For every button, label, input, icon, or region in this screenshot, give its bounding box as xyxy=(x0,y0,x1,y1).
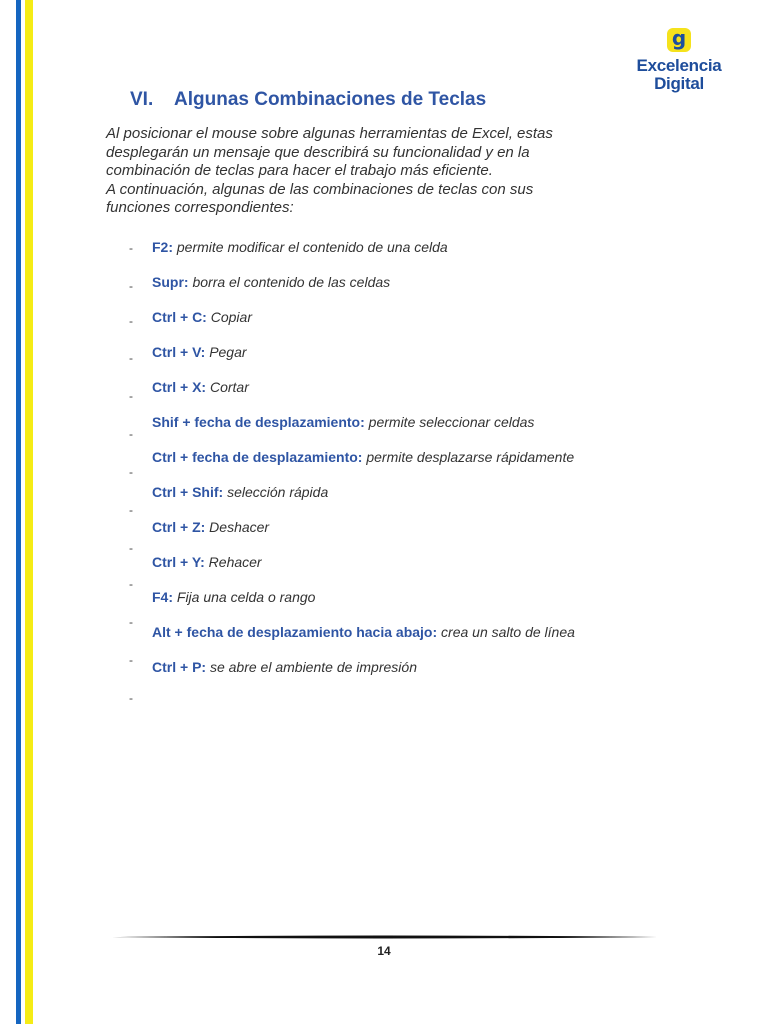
brand-name-line2: Digital xyxy=(654,74,704,93)
list-item xyxy=(152,414,575,449)
bullet-dash: - xyxy=(129,279,133,293)
list-item xyxy=(152,519,575,554)
brand-name-line1: Excelencia xyxy=(636,56,722,75)
shortcut-key: Ctrl + C: xyxy=(152,309,207,325)
section-heading xyxy=(130,89,486,111)
shortcut-list xyxy=(152,239,575,694)
intro-line: combinación de teclas para hacer el trabajo más eficiente. xyxy=(106,162,493,179)
shortcut-description: Rehacer xyxy=(208,554,262,570)
list-item xyxy=(152,554,575,589)
bullet-dash: - xyxy=(129,427,133,441)
list-item xyxy=(152,589,575,624)
list-item xyxy=(152,309,575,344)
intro-line: A continuación, algunas de las combinaciones de teclas con sus xyxy=(106,180,534,198)
bullet-dash: - xyxy=(129,691,133,705)
page-number: 14 xyxy=(377,944,391,958)
bullet-dash: - xyxy=(129,314,133,328)
shortcut-description: Cortar xyxy=(209,379,249,395)
footer-divider xyxy=(112,935,657,939)
brand-logo xyxy=(630,28,728,93)
bullet-dash: - xyxy=(129,615,133,629)
bullet-dash: - xyxy=(129,241,133,255)
shortcut-key: Ctrl + Shif: xyxy=(152,484,224,500)
intro-paragraph xyxy=(106,125,666,218)
list-item xyxy=(152,484,575,519)
blue-side-stripe xyxy=(16,0,21,1024)
bullet-dash: - xyxy=(129,503,133,517)
shortcut-key: F2: xyxy=(152,239,173,255)
shortcut-description: se abre el ambiente de impresión xyxy=(209,659,417,675)
shortcut-description: selección rápida xyxy=(227,484,329,500)
list-item xyxy=(152,449,575,484)
shortcut-description: Pegar xyxy=(209,344,247,360)
shortcut-key: Alt + fecha de desplazamiento hacia abajo: xyxy=(152,624,438,640)
bullet-dash: - xyxy=(129,465,133,479)
shortcut-description: crea un salto de línea xyxy=(441,624,575,640)
section-number: VI. xyxy=(130,89,154,110)
bullet-dash: - xyxy=(129,541,133,555)
shortcut-description: borra el contenido de las celdas xyxy=(192,274,391,290)
bullet-dash: - xyxy=(129,653,133,667)
shortcut-description: permite seleccionar celdas xyxy=(368,414,535,430)
shortcut-description: Fija una celda o rango xyxy=(176,589,316,605)
shortcut-key: Supr: xyxy=(152,274,189,290)
shortcut-key: F4: xyxy=(152,589,173,605)
bullet-dash: - xyxy=(129,351,133,365)
bullet-dash: - xyxy=(129,577,133,591)
shortcut-description: Deshacer xyxy=(209,519,270,535)
shortcut-key: Shif + fecha de desplazamiento: xyxy=(152,414,365,430)
list-item xyxy=(152,624,575,659)
list-item xyxy=(152,379,575,414)
intro-line: Al posicionar el mouse sobre algunas herramientas de Excel, estas xyxy=(106,125,553,142)
intro-line: funciones correspondientes: xyxy=(106,199,294,216)
shortcut-key: Ctrl + V: xyxy=(152,344,206,360)
list-item xyxy=(152,659,575,694)
section-title: Algunas Combinaciones de Teclas xyxy=(174,89,487,110)
shortcut-key: Ctrl + fecha de desplazamiento: xyxy=(152,449,363,465)
intro-line: desplegarán un mensaje que describirá su funcionalidad y en la xyxy=(106,143,530,161)
bullet-dash: - xyxy=(129,389,133,403)
list-item xyxy=(152,274,575,309)
shortcut-description: permite modificar el contenido de una celda xyxy=(176,239,448,255)
shortcut-key: Ctrl + X: xyxy=(152,379,207,395)
yellow-side-stripe xyxy=(25,0,33,1024)
brand-badge-icon: g xyxy=(667,28,691,52)
shortcut-key: Ctrl + Y: xyxy=(152,554,205,570)
list-item xyxy=(152,344,575,379)
list-item xyxy=(152,239,575,274)
shortcut-description: Copiar xyxy=(210,309,252,325)
shortcut-key: Ctrl + P: xyxy=(152,659,207,675)
shortcut-description: permite desplazarse rápidamente xyxy=(366,449,575,465)
shortcut-key: Ctrl + Z: xyxy=(152,519,206,535)
